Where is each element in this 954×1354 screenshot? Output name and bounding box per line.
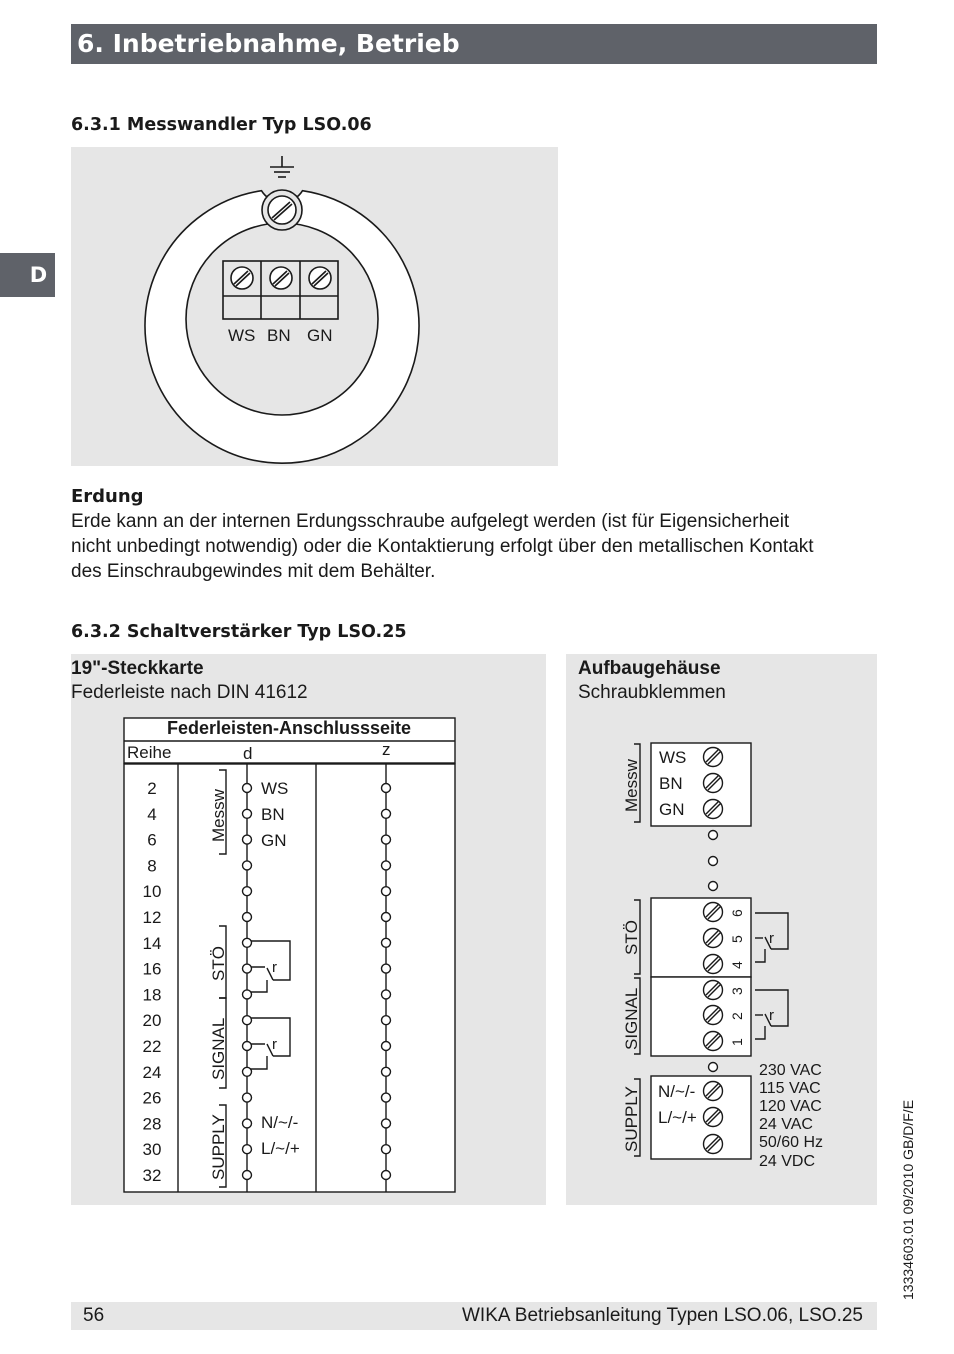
housing-label-n: N/~/- <box>658 1082 696 1101</box>
card-relay-stoe-label: r <box>272 959 277 976</box>
card-label-gn: GN <box>261 831 287 850</box>
terminal-number: 1 <box>729 1038 745 1046</box>
page-header <box>71 24 877 64</box>
row-number: 4 <box>147 804 157 824</box>
card-figure <box>71 654 546 1205</box>
screw-terminal <box>704 955 723 974</box>
terminal-label-gn: GN <box>307 326 333 345</box>
terminal-number: 5 <box>729 935 745 943</box>
contact-z <box>382 1145 391 1154</box>
section-631-title: 6.3.1 Messwandler Typ LSO.06 <box>71 115 372 135</box>
contact-z <box>382 964 391 973</box>
voltage-3: 120 VAC <box>759 1098 822 1115</box>
voltage-1: 230 VAC <box>759 1062 822 1079</box>
contact-z <box>382 1067 391 1076</box>
row-number: 8 <box>147 856 157 876</box>
contact-z <box>382 1119 391 1128</box>
screw-terminal <box>704 1082 723 1101</box>
card-diagram <box>71 654 546 1205</box>
card-label-bn: BN <box>261 805 285 824</box>
row-number: 2 <box>147 779 157 798</box>
card-group-stoe: STÖ <box>209 946 228 981</box>
card-title: 19"-Steckkarte <box>71 658 204 679</box>
table-title: Federleisten-Anschlussseite <box>166 718 412 738</box>
contact-d <box>243 964 252 973</box>
row-number: 32 <box>142 1166 162 1185</box>
col-z: z <box>382 740 391 759</box>
page-title: 6. Inbetriebnahme, Betrieb <box>77 29 460 58</box>
row-number: 6 <box>147 830 157 850</box>
card-group-signal: SIGNAL <box>209 1017 228 1080</box>
contact-d <box>243 1119 252 1128</box>
contact-d <box>243 938 252 947</box>
contact-d <box>243 990 252 999</box>
contact-d <box>243 1016 252 1025</box>
terminal-label-ws: WS <box>228 326 256 345</box>
housing-figure <box>566 654 877 1205</box>
terminal-number: 3 <box>729 987 745 995</box>
terminal-screw-gn <box>309 267 331 289</box>
housing-relay-stoe-label: r <box>769 930 774 947</box>
housing-relay-signal-label: r <box>769 1007 774 1024</box>
row-number: 26 <box>142 1088 162 1108</box>
voltage-6: 24 VDC <box>759 1153 816 1170</box>
contact-d <box>243 1067 252 1076</box>
housing-title: Aufbaugehäuse <box>578 658 721 679</box>
card-group-messw: Messw <box>209 789 228 842</box>
contact-d <box>243 1093 252 1102</box>
row-number: 20 <box>142 1011 162 1031</box>
terminal-number: 4 <box>729 961 745 969</box>
terminal-number: 2 <box>729 1012 745 1020</box>
screw-terminal <box>704 981 723 1000</box>
contact-z <box>382 861 391 870</box>
voltage-2: 115 VAC <box>759 1080 821 1097</box>
screw-terminal <box>704 774 723 793</box>
contact-d <box>243 809 252 818</box>
contact-z <box>382 809 391 818</box>
col-reihe: Reihe <box>127 743 172 762</box>
contact-d <box>243 1042 252 1051</box>
grounding-line-2: nicht unbedingt notwendig) oder die Kontaktierung erfolgt über den metallischen Kontakt <box>71 536 814 557</box>
card-group-supply: SUPPLY <box>209 1114 228 1180</box>
footer-doc-title: WIKA Betriebsanleitung Typen LSO.06, LSO.25 <box>461 1305 863 1326</box>
contact-z <box>382 887 391 896</box>
row-number: 12 <box>142 908 162 927</box>
row-number: 10 <box>142 882 162 902</box>
contact-d <box>243 835 252 844</box>
row-number: 16 <box>142 959 162 979</box>
contact-z <box>382 835 391 844</box>
contact-z <box>382 1016 391 1025</box>
row-number: 14 <box>142 933 162 953</box>
card-label-l: L/~/+ <box>261 1139 300 1158</box>
page-footer <box>71 1302 877 1330</box>
contact-d <box>243 887 252 896</box>
housing-label-l: L/~/+ <box>658 1108 697 1127</box>
contact-d <box>243 1145 252 1154</box>
row-number: 28 <box>142 1114 162 1134</box>
contact-z <box>382 938 391 947</box>
terminal-number: 6 <box>729 909 745 917</box>
card-relay-signal-label: r <box>272 1036 277 1053</box>
contact-z <box>382 913 391 922</box>
housing-subtitle: Schraubklemmen <box>578 682 726 703</box>
document-code: 13334603.01 09/2010 GB/D/F/E <box>900 1099 916 1300</box>
contact-d <box>243 1171 252 1180</box>
row-number: 24 <box>142 1062 162 1082</box>
grounding-line-1: Erde kann an der internen Erdungsschraube aufgelegt werden (ist für Eigensicherheit <box>71 511 790 532</box>
grounding-title: Erdung <box>71 486 144 507</box>
voltage-5: 50/60 Hz <box>759 1134 824 1151</box>
screw-terminal <box>704 903 723 922</box>
contact-z <box>382 784 391 793</box>
language-tab: D <box>0 253 55 297</box>
grounding-line-3: des Einschraubgewindes mit dem Behälter. <box>71 561 436 582</box>
contact-z <box>382 990 391 999</box>
voltage-4: 24 VAC <box>759 1116 813 1133</box>
contact-z <box>382 1042 391 1051</box>
housing-diagram <box>566 654 877 1205</box>
housing-label-ws: WS <box>659 748 687 767</box>
card-label-ws: WS <box>261 779 289 798</box>
contact-z <box>382 1093 391 1102</box>
terminal-label-bn: BN <box>267 326 291 345</box>
row-number: 22 <box>142 1037 162 1056</box>
section-632-title: 6.3.2 Schaltverstärker Typ LSO.25 <box>71 622 407 642</box>
housing-group-signal: SIGNAL <box>622 987 641 1050</box>
screw-terminal <box>704 1108 723 1127</box>
page-number: 56 <box>83 1305 105 1326</box>
housing-group-stoe: STÖ <box>622 920 641 955</box>
screw-terminal <box>704 748 723 767</box>
housing-label-gn: GN <box>659 800 685 819</box>
col-d: d <box>243 744 253 763</box>
screw-terminal <box>704 1006 723 1025</box>
screw-terminal <box>704 800 723 819</box>
terminal-screw-ws <box>231 267 253 289</box>
housing-group-messw: Messw <box>622 759 641 812</box>
screw-terminal <box>704 1032 723 1051</box>
screw-terminal <box>704 1135 723 1154</box>
screw-terminal <box>704 929 723 948</box>
row-number: 18 <box>142 985 162 1005</box>
card-subtitle: Federleiste nach DIN 41612 <box>71 682 308 703</box>
housing-group-supply: SUPPLY <box>622 1086 641 1152</box>
grounding-text <box>71 509 891 584</box>
terminal-screw-bn <box>270 267 292 289</box>
contact-z <box>382 1171 391 1180</box>
housing-label-bn: BN <box>659 774 683 793</box>
contact-d <box>243 784 252 793</box>
contact-d <box>243 913 252 922</box>
lso06-figure <box>71 147 558 466</box>
card-label-n: N/~/- <box>261 1113 299 1132</box>
lso06-diagram <box>71 147 558 466</box>
contact-d <box>243 861 252 870</box>
row-number: 30 <box>142 1140 162 1160</box>
